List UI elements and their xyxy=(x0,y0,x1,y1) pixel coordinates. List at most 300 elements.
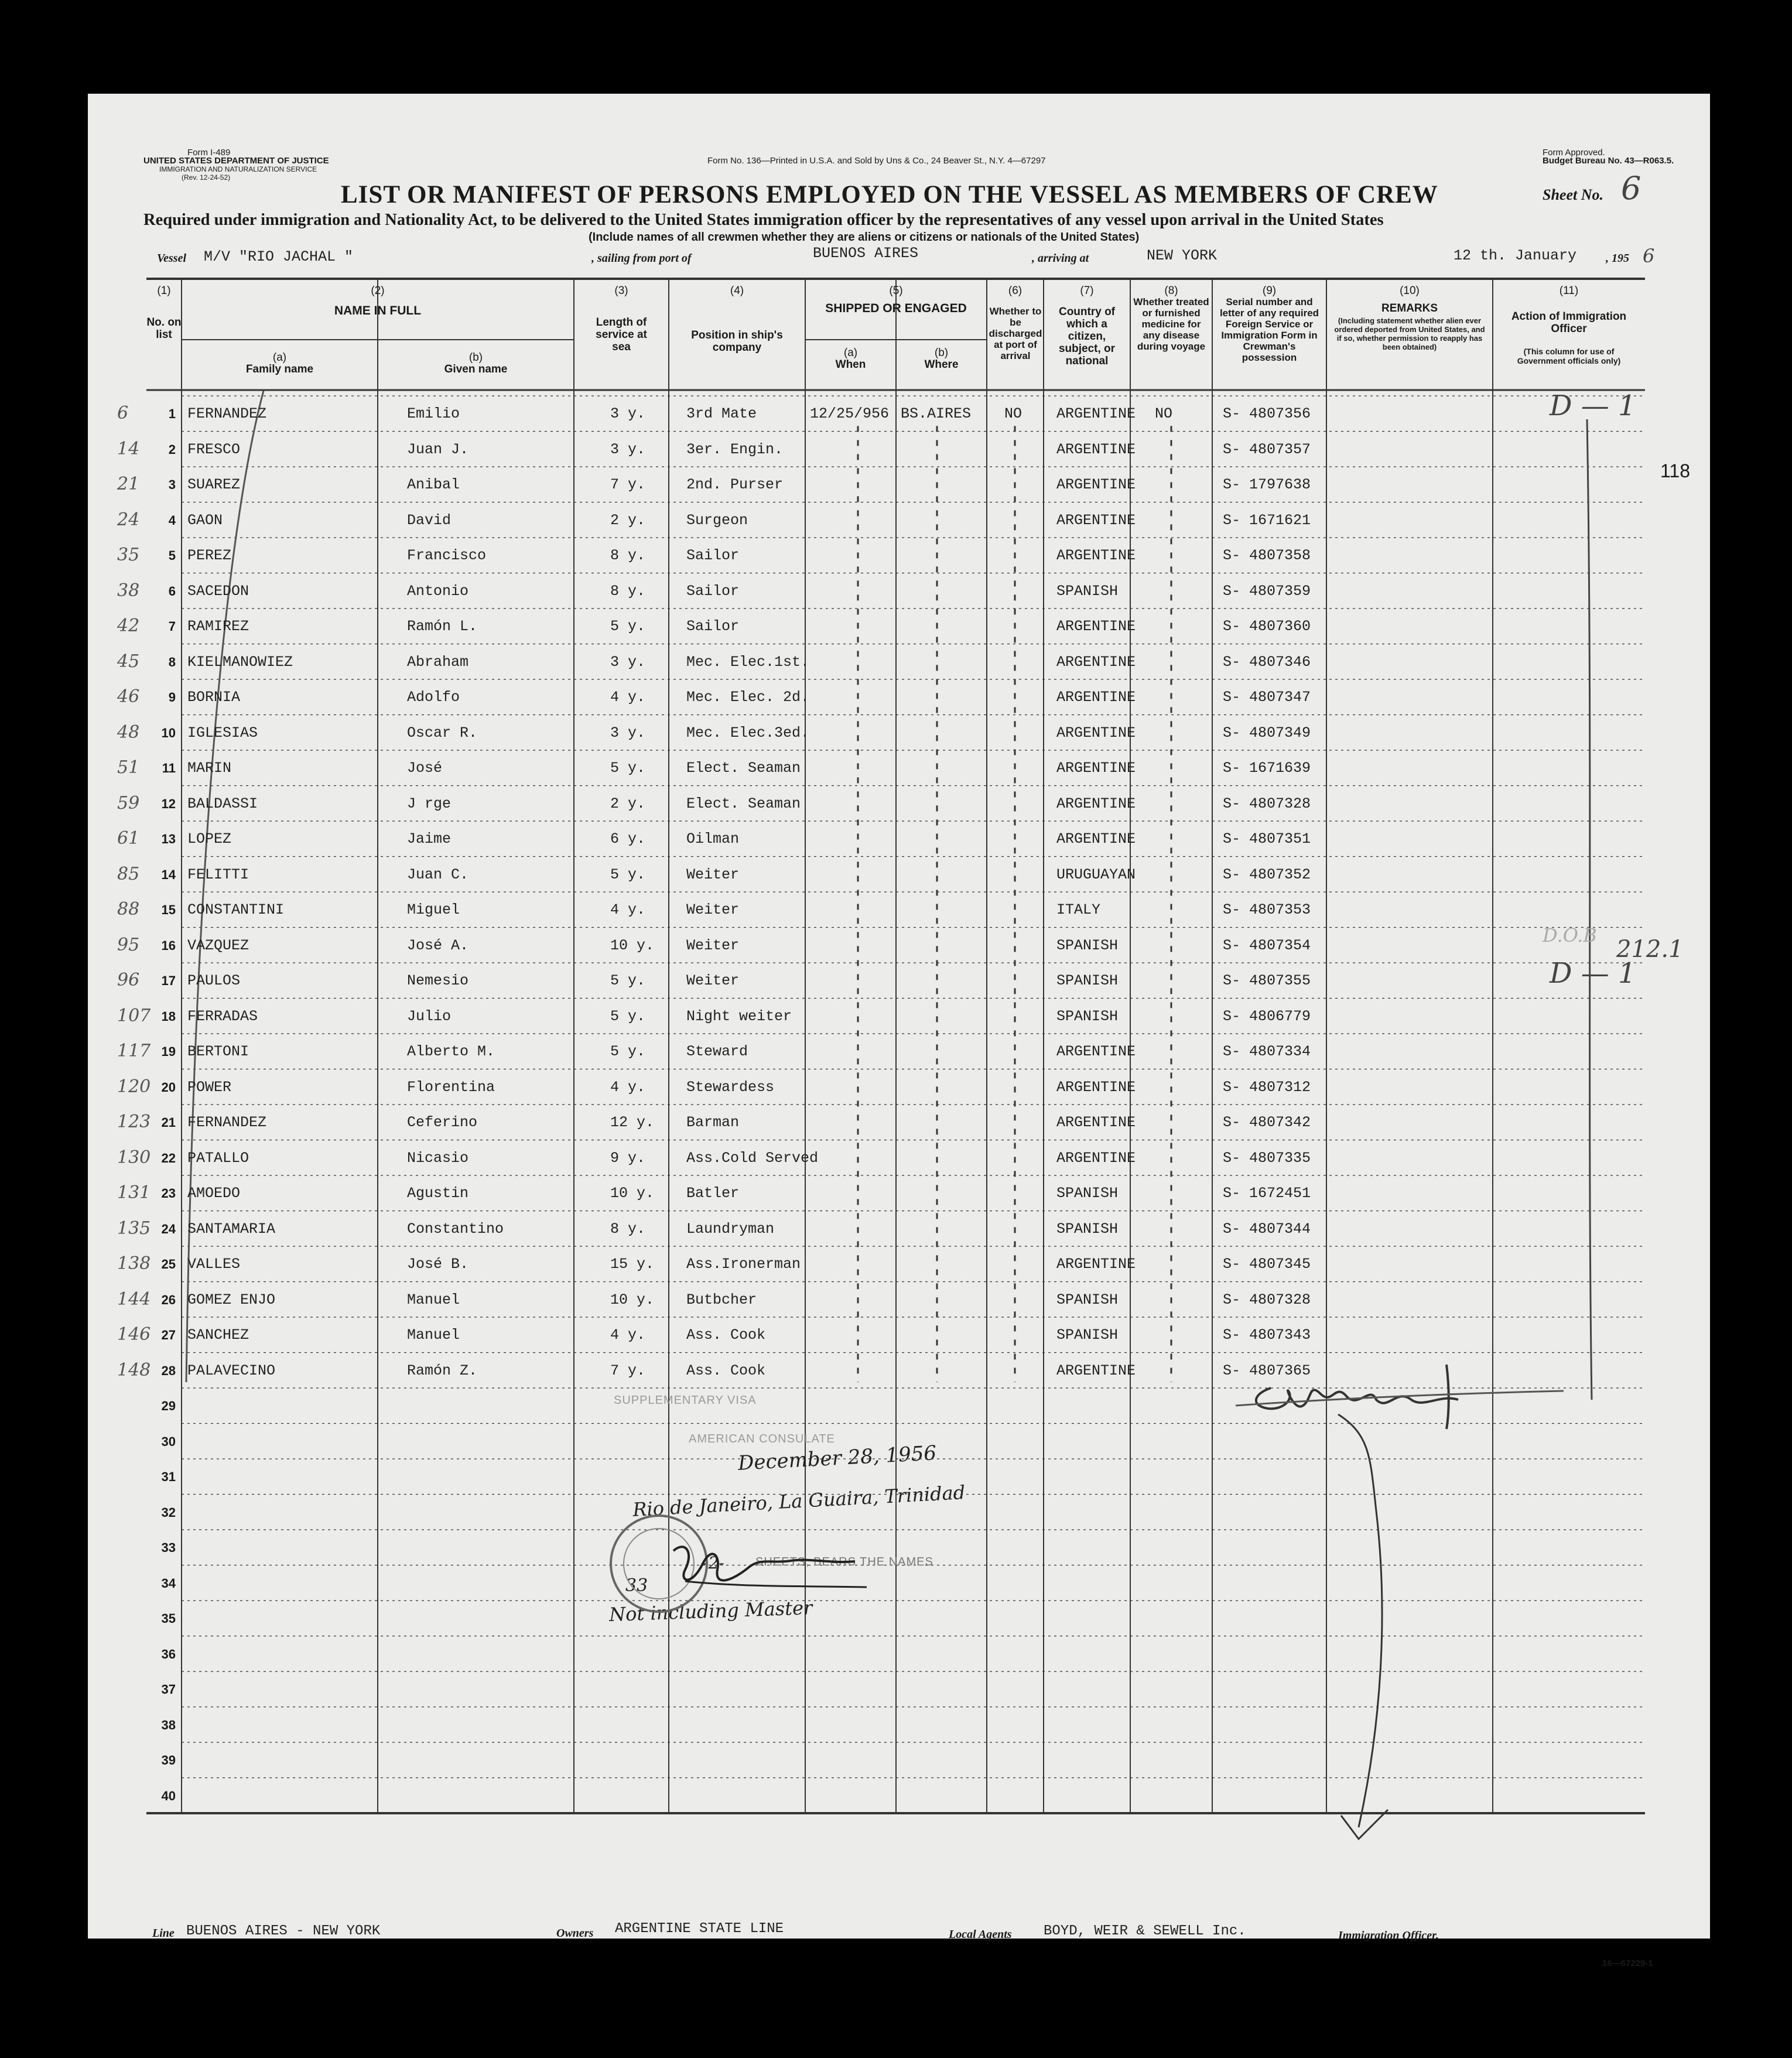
row-number: 36 xyxy=(161,1646,176,1662)
position: Weiter xyxy=(686,866,740,883)
row-number: 33 xyxy=(161,1540,176,1555)
col2b-number: (b) xyxy=(468,351,483,364)
form-subtitle: Required under immigration and Nationality Act, to be delivered to the United States immigration officer by the representatives of any vessel upon arrival in the United States xyxy=(143,211,1384,229)
col5a-number: (a) xyxy=(843,347,858,359)
position: Ass.Ironerman xyxy=(686,1256,801,1273)
position: Sailor xyxy=(686,547,740,564)
consular-date: December 28, 1956 xyxy=(737,1441,937,1475)
position: Elect. Seaman xyxy=(686,795,801,812)
row-number: 21 xyxy=(161,1115,176,1130)
country: ARGENTINE xyxy=(1056,618,1136,635)
position: 3er. Engin. xyxy=(686,440,784,458)
margin-annotation: 46 xyxy=(117,686,140,707)
agents-label: Local Agents xyxy=(949,1928,1012,1941)
position: Oilman xyxy=(686,830,740,847)
col11-header: Action of Immigration Officer xyxy=(1511,310,1627,335)
row-number: 24 xyxy=(161,1221,176,1236)
country: ARGENTINE xyxy=(1056,1362,1136,1379)
serial-number: S- 4807349 xyxy=(1223,724,1311,741)
row-number: 28 xyxy=(161,1363,176,1378)
given-name: Julio xyxy=(407,1007,452,1025)
treated-status: NO xyxy=(1155,405,1173,422)
country: ARGENTINE xyxy=(1056,1078,1136,1096)
position: Batler xyxy=(686,1185,740,1202)
family-name: PATALLO xyxy=(187,1149,249,1167)
col4-number: (4) xyxy=(730,285,744,297)
given-name: Antonio xyxy=(407,582,469,600)
vessel-name: M/V "RIO JACHAL " xyxy=(204,248,354,265)
country: SPANISH xyxy=(1056,972,1119,989)
service: IMMIGRATION AND NATURALIZATION SERVICE xyxy=(159,165,317,173)
family-name: GOMEZ ENJO xyxy=(187,1291,276,1308)
family-name: POWER xyxy=(187,1078,232,1096)
serial-number: S- 4807335 xyxy=(1223,1149,1311,1167)
length-of-service: 2 y. xyxy=(610,511,646,529)
given-name: Oscar R. xyxy=(407,724,478,741)
given-name: José A. xyxy=(407,936,469,954)
country: SPANISH xyxy=(1056,936,1119,954)
position: Sailor xyxy=(686,618,740,635)
position: Mec. Elec.1st. xyxy=(686,653,810,671)
length-of-service: 8 y. xyxy=(610,582,646,600)
margin-annotation: 88 xyxy=(117,899,140,919)
row-number: 30 xyxy=(161,1434,176,1449)
length-of-service: 8 y. xyxy=(610,1220,646,1237)
owners-value: ARGENTINE STATE LINE xyxy=(615,1921,784,1937)
family-name: SANTAMARIA xyxy=(187,1220,276,1237)
serial-number: S- 1797638 xyxy=(1223,476,1311,493)
margin-annotation: 6 xyxy=(117,403,129,423)
serial-number: S- 4807328 xyxy=(1223,1291,1311,1308)
family-name: BALDASSI xyxy=(187,795,258,812)
family-name: PALAVECINO xyxy=(187,1362,276,1379)
margin-annotation: 35 xyxy=(117,545,140,565)
country: ARGENTINE xyxy=(1056,653,1136,671)
printer-note: Form No. 136—Printed in U.S.A. and Sold by Uns & Co., 24 Beaver St., N.Y. 4—67297 xyxy=(707,156,1046,166)
family-name: PAULOS xyxy=(187,972,241,989)
serial-number: S- 4807359 xyxy=(1223,582,1311,600)
row-number: 1 xyxy=(168,406,176,421)
country: SPANISH xyxy=(1056,1185,1119,1202)
immigration-officer-label: Immigration Officer. xyxy=(1338,1929,1439,1942)
margin-annotation: 85 xyxy=(117,863,140,884)
col1-header: No. on list xyxy=(146,316,182,341)
country: ARGENTINE xyxy=(1056,1149,1136,1167)
col2b-header: Given name xyxy=(444,363,508,375)
country: ARGENTINE xyxy=(1056,547,1136,564)
length-of-service: 3 y. xyxy=(610,653,646,671)
line-value: BUENOS AIRES - NEW YORK xyxy=(186,1923,381,1939)
serial-number: S- 4807342 xyxy=(1223,1114,1311,1131)
given-name: J rge xyxy=(407,795,452,812)
row-number: 32 xyxy=(161,1505,176,1520)
serial-number: S- 4807346 xyxy=(1223,653,1311,671)
margin-annotation: 45 xyxy=(117,651,140,672)
row-number: 37 xyxy=(161,1682,176,1697)
serial-number: S- 4806779 xyxy=(1223,1007,1311,1025)
given-name: Juan J. xyxy=(407,440,469,458)
country: ITALY xyxy=(1056,901,1101,918)
footer-code: 16—67229-1 xyxy=(1602,1958,1653,1968)
length-of-service: 3 y. xyxy=(610,405,646,422)
margin-annotation: 138 xyxy=(117,1253,151,1274)
margin-annotation: 130 xyxy=(117,1147,151,1168)
discharge-status: NO xyxy=(1004,405,1022,422)
family-name: BORNIA xyxy=(187,689,241,706)
arriving-label: , arriving at xyxy=(1032,252,1089,265)
position: Weiter xyxy=(686,972,740,989)
col6-number: (6) xyxy=(1008,285,1022,297)
col11-number: (11) xyxy=(1559,285,1579,297)
country: ARGENTINE xyxy=(1056,760,1136,777)
margin-annotation: 148 xyxy=(117,1359,151,1380)
consular-seal-and-signature xyxy=(597,1499,902,1616)
country: ARGENTINE xyxy=(1056,830,1136,847)
length-of-service: 12 y. xyxy=(610,1114,655,1131)
position: Surgeon xyxy=(686,511,748,529)
col2a-header: Family name xyxy=(245,363,314,375)
shipped-where: BS.AIRES xyxy=(901,405,972,422)
length-of-service: 5 y. xyxy=(610,760,646,777)
row-number: 17 xyxy=(161,973,176,988)
length-of-service: 8 y. xyxy=(610,547,646,564)
position: Ass. Cook xyxy=(686,1362,766,1379)
family-name: SUAREZ xyxy=(187,476,241,493)
country: ARGENTINE xyxy=(1056,1114,1136,1131)
agency: UNITED STATES DEPARTMENT OF JUSTICE xyxy=(143,156,329,166)
row-number: 14 xyxy=(161,867,176,882)
officer-action-d1: D — 1 xyxy=(1550,389,1636,422)
length-of-service: 10 y. xyxy=(610,936,655,954)
given-name: Francisco xyxy=(407,547,487,564)
position: Night weiter xyxy=(686,1007,792,1025)
stamp-sheets-text: SHEETS, BEARS THE NAMES xyxy=(755,1556,933,1568)
length-of-service: 3 y. xyxy=(610,440,646,458)
length-of-service: 2 y. xyxy=(610,795,646,812)
length-of-service: 7 y. xyxy=(610,476,646,493)
country: ARGENTINE xyxy=(1056,724,1136,741)
given-name: Abraham xyxy=(407,653,469,671)
page-number-118: 118 xyxy=(1660,460,1690,481)
serial-number: S- 4807365 xyxy=(1223,1362,1311,1379)
serial-number: S- 4807344 xyxy=(1223,1220,1311,1237)
country: ARGENTINE xyxy=(1056,405,1136,422)
family-name: AMOEDO xyxy=(187,1185,241,1202)
family-name: IGLESIAS xyxy=(187,724,258,741)
position: Stewardess xyxy=(686,1078,775,1096)
length-of-service: 15 y. xyxy=(610,1256,655,1273)
country: URUGUAYAN xyxy=(1056,866,1136,883)
immigration-officer-signature xyxy=(1201,1359,1610,1944)
length-of-service: 9 y. xyxy=(610,1149,646,1167)
position: Steward xyxy=(686,1043,748,1060)
serial-number: S- 4807354 xyxy=(1223,936,1311,954)
row-number: 40 xyxy=(161,1788,176,1803)
family-name: LOPEZ xyxy=(187,830,232,847)
col5a-header: When xyxy=(835,358,866,371)
row-number: 38 xyxy=(161,1717,176,1732)
family-name: VAZQUEZ xyxy=(187,936,249,954)
row-number: 16 xyxy=(161,938,176,953)
margin-annotation: 146 xyxy=(117,1324,151,1345)
position: Mec. Elec.3ed. xyxy=(686,724,810,741)
serial-number: S- 4807347 xyxy=(1223,689,1311,706)
agents-value: BOYD, WEIR & SEWELL Inc. xyxy=(1044,1923,1246,1939)
line-label: Line xyxy=(152,1927,175,1940)
serial-number: S- 4807351 xyxy=(1223,830,1311,847)
given-name: Ceferino xyxy=(407,1114,478,1131)
dob-code: 212.1 xyxy=(1616,936,1684,963)
dob-annotation: D.O.B xyxy=(1543,924,1597,946)
family-name: BERTONI xyxy=(187,1043,249,1060)
given-name: Agustin xyxy=(407,1185,469,1202)
family-name: FELITTI xyxy=(187,866,249,883)
col9-header: Serial number and letter of any required Foreign Service or Immigration Form in Crewman's possession xyxy=(1219,296,1319,363)
col3-header: Length of service at sea xyxy=(596,316,647,353)
position: Ass.Cold Served xyxy=(686,1149,819,1167)
position: 3rd Mate xyxy=(686,405,757,422)
serial-number: S- 4807334 xyxy=(1223,1043,1311,1060)
row-number: 9 xyxy=(168,690,176,705)
position: Elect. Seaman xyxy=(686,760,801,777)
serial-number: S- 1671639 xyxy=(1223,760,1311,777)
stamp-american-consulate: AMERICAN CONSULATE xyxy=(689,1433,835,1445)
position: Mec. Elec. 2d. xyxy=(686,689,810,706)
family-name: CONSTANTINI xyxy=(187,901,285,918)
serial-number: S- 4807356 xyxy=(1223,405,1311,422)
crew-count: 33 xyxy=(625,1575,648,1596)
form-approved: Form Approved. xyxy=(1543,148,1605,158)
revision: (Rev. 12-24-52) xyxy=(182,173,231,182)
row-number: 22 xyxy=(161,1150,176,1165)
include-note: (Include names of all crewmen whether they are aliens or citizens or nationals of the United States) xyxy=(589,231,1140,244)
arrival-port: NEW YORK xyxy=(1147,247,1218,264)
margin-annotation: 135 xyxy=(117,1218,151,1239)
row-number: 11 xyxy=(162,761,176,775)
length-of-service: 5 y. xyxy=(610,618,646,635)
given-name: Manuel xyxy=(407,1291,460,1308)
row-number: 34 xyxy=(161,1575,176,1591)
serial-number: S- 4807355 xyxy=(1223,972,1311,989)
row-number: 25 xyxy=(161,1257,176,1271)
serial-number: S- 4807360 xyxy=(1223,618,1311,635)
arrival-date: 12 th. January xyxy=(1454,247,1577,264)
serial-number: S- 4807357 xyxy=(1223,440,1311,458)
sheet-label: Sheet No. xyxy=(1543,186,1603,203)
serial-number: S- 4807312 xyxy=(1223,1078,1311,1096)
country: ARGENTINE xyxy=(1056,1043,1136,1060)
country: SPANISH xyxy=(1056,1007,1119,1025)
family-name: SANCHEZ xyxy=(187,1327,249,1343)
margin-annotation: 48 xyxy=(117,722,140,743)
given-name: Juan C. xyxy=(407,866,469,883)
margin-annotation: 51 xyxy=(117,757,140,778)
given-name: Manuel xyxy=(407,1327,460,1343)
serial-number: S- 4807358 xyxy=(1223,547,1311,564)
serial-number: S- 1672451 xyxy=(1223,1185,1311,1202)
length-of-service: 5 y. xyxy=(610,866,646,883)
given-name: Ramón Z. xyxy=(407,1362,478,1379)
margin-annotation: 59 xyxy=(117,792,140,813)
col2-header: NAME IN FULL xyxy=(334,304,422,317)
given-name: Florentina xyxy=(407,1078,495,1096)
country: ARGENTINE xyxy=(1056,511,1136,529)
given-name: José B. xyxy=(407,1256,469,1273)
row-number: 13 xyxy=(161,832,176,846)
given-name: José xyxy=(407,760,443,777)
position: Barman xyxy=(686,1114,740,1131)
family-name: FERNANDEZ xyxy=(187,1114,267,1131)
family-name: GAON xyxy=(187,511,223,529)
year-label: , 195 xyxy=(1606,252,1629,265)
given-name: Constantino xyxy=(407,1220,504,1237)
margin-annotation: 107 xyxy=(117,1005,151,1026)
owners-label: Owners xyxy=(556,1927,594,1940)
row-number: 20 xyxy=(161,1079,176,1095)
position: Laundryman xyxy=(686,1220,775,1237)
row-number: 12 xyxy=(161,796,176,811)
not-including-master: Not including Master xyxy=(608,1596,813,1626)
given-name: David xyxy=(407,511,452,529)
length-of-service: 5 y. xyxy=(610,1043,646,1060)
col2a-number: (a) xyxy=(272,351,287,364)
length-of-service: 4 y. xyxy=(610,1327,646,1343)
margin-annotation: 14 xyxy=(117,438,140,459)
row-number: 6 xyxy=(168,583,176,599)
margin-annotation: 95 xyxy=(117,934,140,955)
position: Sailor xyxy=(686,582,740,600)
manifest-sheet xyxy=(88,94,1710,1968)
sheets-count: -2- xyxy=(703,1553,724,1572)
length-of-service: 4 y. xyxy=(610,901,646,918)
country: ARGENTINE xyxy=(1056,795,1136,812)
country: SPANISH xyxy=(1056,582,1119,600)
length-of-service: 4 y. xyxy=(610,1078,646,1096)
row-number: 18 xyxy=(161,1009,176,1024)
margin-annotation: 117 xyxy=(117,1041,151,1061)
country: ARGENTINE xyxy=(1056,1256,1136,1273)
row-number: 15 xyxy=(161,902,176,917)
serial-number: S- 4807352 xyxy=(1223,866,1311,883)
col7-number: (7) xyxy=(1080,285,1094,297)
col1-number: (1) xyxy=(157,285,171,297)
length-of-service: 6 y. xyxy=(610,830,646,847)
margin-annotation: 131 xyxy=(117,1182,151,1203)
col11-note: (This column for use of Government officials only) xyxy=(1517,347,1621,365)
row-number: 39 xyxy=(161,1753,176,1768)
margin-annotation: 61 xyxy=(117,828,140,849)
margin-annotation: 21 xyxy=(117,474,140,494)
vessel-label: Vessel xyxy=(157,252,186,265)
departure-port: BUENOS AIRES xyxy=(813,245,919,262)
margin-annotation: 144 xyxy=(117,1288,151,1310)
form-title: LIST OR MANIFEST OF PERSONS EMPLOYED ON THE VESSEL AS MEMBERS OF CREW xyxy=(341,181,1438,208)
given-name: Ramón L. xyxy=(407,618,478,635)
position: 2nd. Purser xyxy=(686,476,784,493)
length-of-service: 10 y. xyxy=(610,1291,655,1308)
serial-number: S- 1671621 xyxy=(1223,511,1311,529)
serial-number: S- 4807345 xyxy=(1223,1256,1311,1273)
serial-number: S- 4807328 xyxy=(1223,795,1311,812)
row-number: 10 xyxy=(161,725,176,740)
family-name: VALLES xyxy=(187,1256,241,1273)
col9-number: (9) xyxy=(1262,285,1277,297)
family-name: SACEDON xyxy=(187,582,249,600)
position: Weiter xyxy=(686,936,740,954)
col5b-header: Where xyxy=(924,358,959,371)
form-number: Form I-489 xyxy=(187,148,231,158)
col4-header: Position in ship's company xyxy=(691,329,783,354)
family-name: PEREZ xyxy=(187,547,232,564)
shipped-when: 12/25/956 xyxy=(810,405,890,422)
col5b-number: (b) xyxy=(934,347,949,359)
family-name: KIELMANOWIEZ xyxy=(187,653,293,671)
col8-header: Whether treated or furnished medicine for any disease during voyage xyxy=(1133,296,1209,352)
given-name: Nemesio xyxy=(407,972,469,989)
given-name: Alberto M. xyxy=(407,1043,495,1060)
margin-annotation: 123 xyxy=(117,1112,151,1132)
col5-header: SHIPPED OR ENGAGED xyxy=(825,302,967,315)
col8-number: (8) xyxy=(1164,285,1178,297)
serial-number: S- 4807353 xyxy=(1223,901,1311,918)
given-name: Anibal xyxy=(407,476,460,493)
col2-number: (2) xyxy=(371,285,385,297)
stamp-supplementary-visa: SUPPLEMENTARY VISA xyxy=(614,1394,757,1407)
margin-annotation: 38 xyxy=(117,580,140,601)
col7-header: Country of which a citizen, subject, or national xyxy=(1058,306,1116,367)
length-of-service: 7 y. xyxy=(610,1362,646,1379)
position: Weiter xyxy=(686,901,740,918)
row-number: 35 xyxy=(161,1611,176,1626)
country: ARGENTINE xyxy=(1056,476,1136,493)
row-number: 19 xyxy=(161,1044,176,1059)
country: ARGENTINE xyxy=(1056,440,1136,458)
given-name: Miguel xyxy=(407,901,460,918)
length-of-service: 10 y. xyxy=(610,1185,655,1202)
row-number: 5 xyxy=(168,548,176,563)
margin-annotation: 96 xyxy=(117,970,140,990)
given-name: Jaime xyxy=(407,830,452,847)
year-digit: 6 xyxy=(1643,245,1655,267)
family-name: FERNANDEZ xyxy=(187,405,267,422)
country: SPANISH xyxy=(1056,1220,1119,1237)
length-of-service: 5 y. xyxy=(610,1007,646,1025)
margin-annotation: 42 xyxy=(117,616,140,636)
row-number: 26 xyxy=(161,1292,176,1307)
country: ARGENTINE xyxy=(1056,689,1136,706)
budget-bureau: Budget Bureau No. 43—R063.5. xyxy=(1543,156,1674,166)
given-name: Nicasio xyxy=(407,1149,469,1167)
serial-number: S- 4807343 xyxy=(1223,1327,1311,1343)
position: Butbcher xyxy=(686,1291,757,1308)
margin-annotation: 120 xyxy=(117,1076,151,1097)
sailing-label: , sailing from port of xyxy=(591,252,692,265)
sheet-number: 6 xyxy=(1621,170,1641,207)
col3-number: (3) xyxy=(614,285,628,297)
row-number: 2 xyxy=(168,442,176,457)
row-number: 8 xyxy=(168,654,176,669)
row-number: 7 xyxy=(168,619,176,634)
given-name: Adolfo xyxy=(407,689,460,706)
family-name: RAMIREZ xyxy=(187,618,249,635)
row-number: 31 xyxy=(161,1469,176,1484)
col5-number: (5) xyxy=(889,285,903,297)
col10-number: (10) xyxy=(1400,285,1420,297)
length-of-service: 5 y. xyxy=(610,972,646,989)
country: SPANISH xyxy=(1056,1291,1119,1308)
position: Ass. Cook xyxy=(686,1327,766,1343)
row-number: 27 xyxy=(161,1328,176,1342)
